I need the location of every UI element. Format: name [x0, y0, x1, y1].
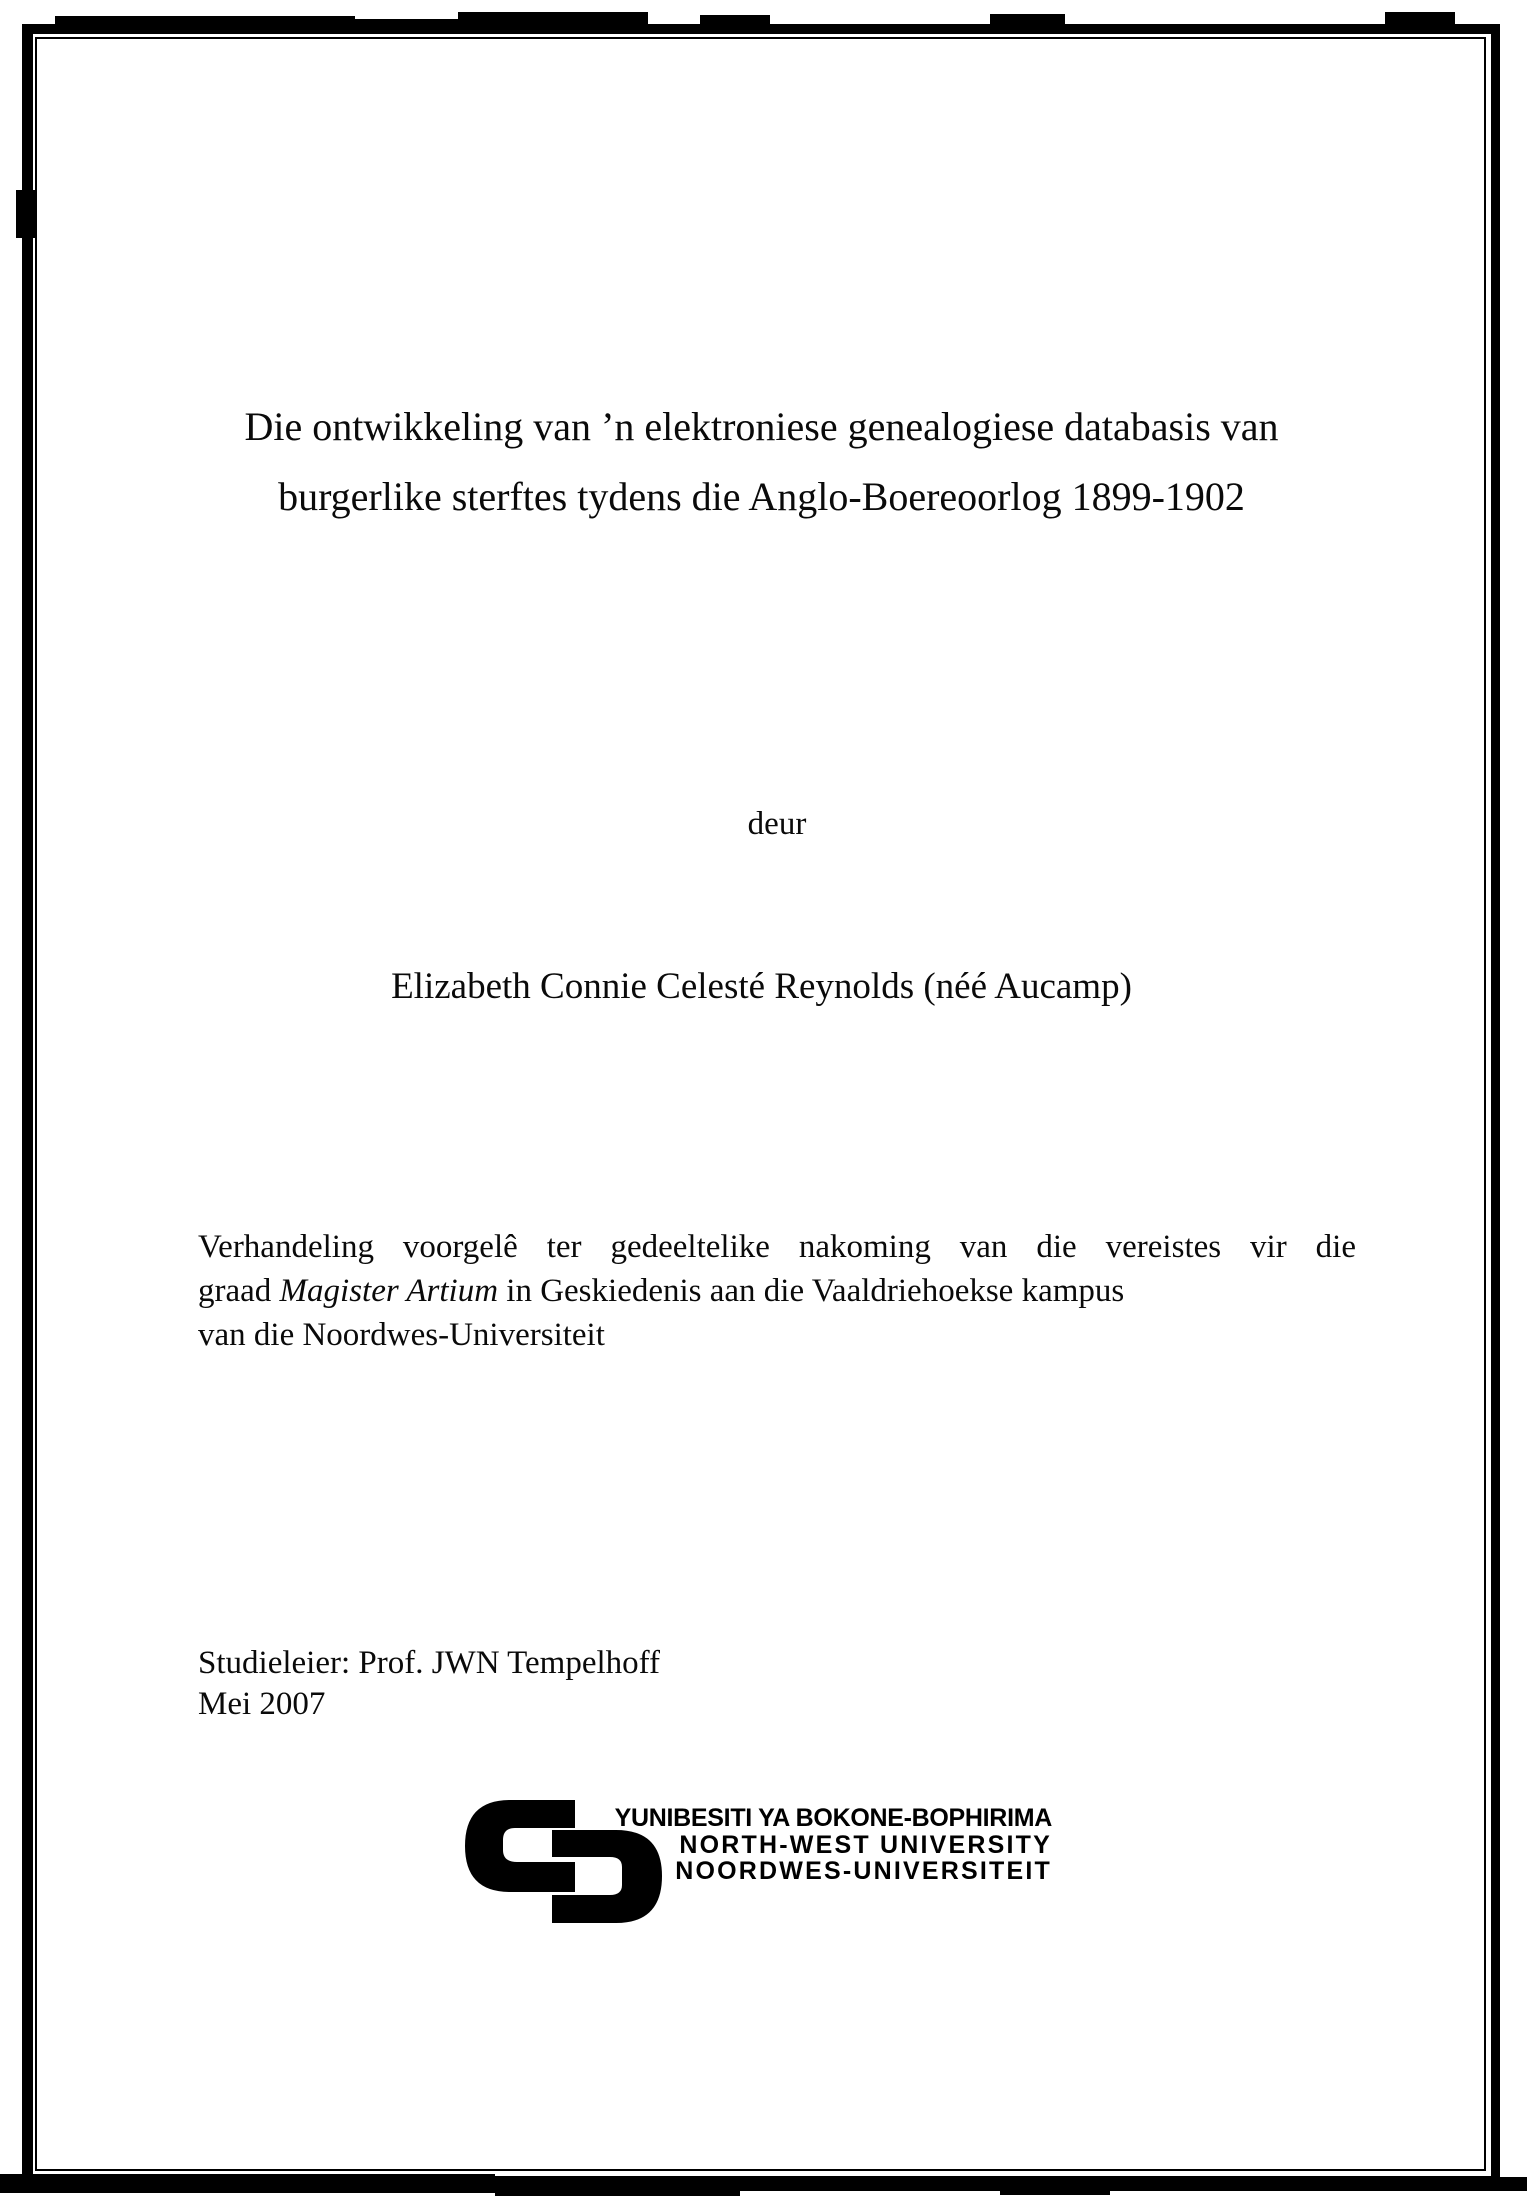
- scan-artifact: [1385, 12, 1455, 24]
- scan-artifact: [1497, 2177, 1527, 2191]
- thesis-title-line1: Die ontwikkeling van ’n elektroniese genealogiese databasis van: [244, 404, 1279, 449]
- statement-line2-suffix: in Geskiedenis aan die Vaaldriehoekse kampus: [498, 1273, 1125, 1309]
- supervisor-line: Studieleier: Prof. JWN Tempelhoff: [198, 1645, 661, 1681]
- scan-artifact: [990, 14, 1065, 24]
- scan-artifact: [495, 2190, 740, 2196]
- scan-artifact: [700, 15, 770, 25]
- scan-artifact: [1000, 2190, 1110, 2195]
- scan-artifact: [16, 190, 37, 238]
- logo-line-english: NORTH-WEST UNIVERSITY: [679, 1830, 1052, 1859]
- logo-line-setswana: YUNIBESITI YA BOKONE-BOPHIRIMA: [614, 1804, 1052, 1832]
- statement-line2-degree: Magister Artium: [279, 1273, 499, 1309]
- statement-line3: van die Noordwes-Universiteit: [198, 1317, 605, 1353]
- supervisor-block: [198, 1643, 1356, 1725]
- university-logo-text: [492, 1805, 1052, 1885]
- thesis-title-line2: burgerlike sterftes tydens die Anglo-Boereoorlog 1899-1902: [278, 474, 1245, 519]
- byline-label: deur: [747, 806, 807, 842]
- statement-line2: [198, 1269, 1356, 1313]
- statement-line1: Verhandeling voorgelê ter gedeeltelike nakoming van die vereistes vir die: [198, 1229, 1356, 1265]
- scan-artifact: [355, 19, 465, 25]
- date-line: Mei 2007: [198, 1686, 326, 1722]
- scan-artifact: [458, 12, 648, 26]
- thesis-title: [40, 392, 1483, 532]
- author-name: Elizabeth Connie Celesté Reynolds (néé Aucamp): [391, 966, 1132, 1007]
- logo-line-afrikaans: NOORDWES-UNIVERSITEIT: [675, 1857, 1052, 1885]
- statement-line2-prefix: graad: [198, 1273, 280, 1309]
- scan-artifact: [0, 2174, 495, 2193]
- scan-artifact: [55, 16, 355, 26]
- submission-statement: [198, 1225, 1356, 1357]
